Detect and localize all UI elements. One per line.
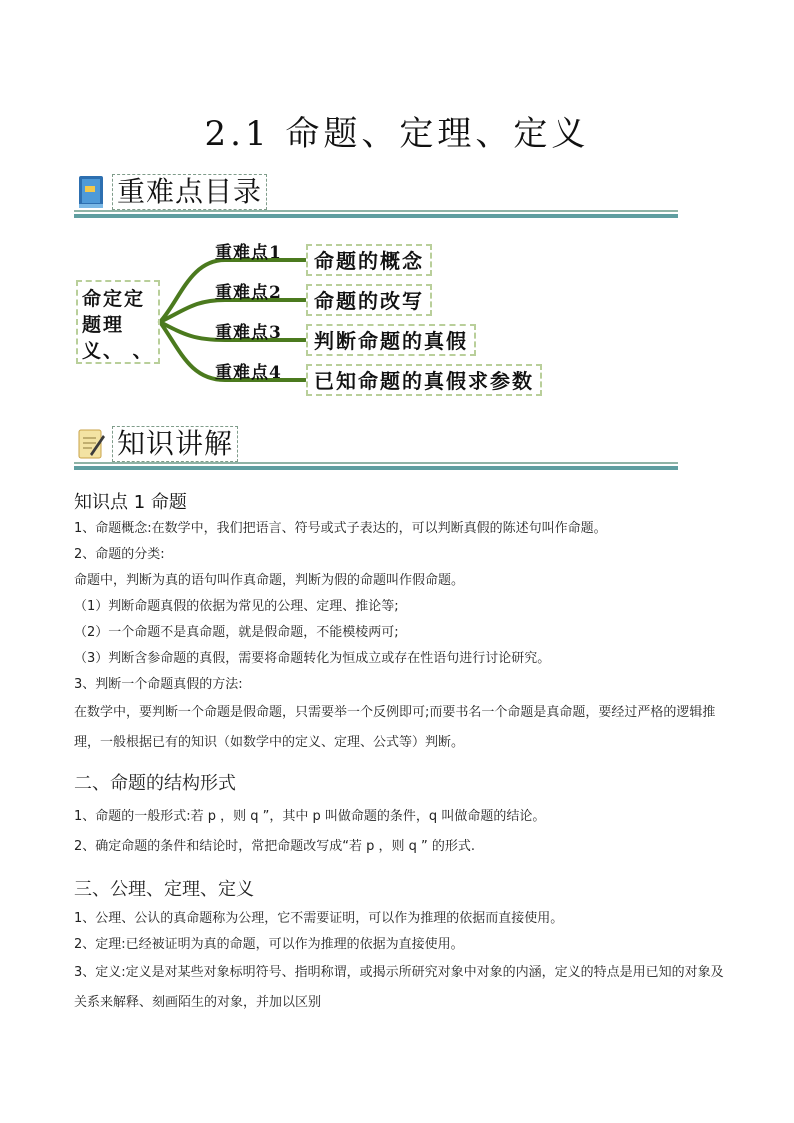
- paragraph: 1、命题概念:在数学中，我们把语言、符号或式子表达的，可以判断真假的陈述句叫作命题。: [74, 521, 607, 536]
- section-3-title: 三、公理、定理、定义: [74, 879, 254, 900]
- paragraph: 命题中，判断为真的语句叫作真命题，判断为假的命题叫作假命题。: [74, 573, 465, 588]
- notepad-pen-icon: [76, 426, 106, 462]
- paragraph: 3、判断一个命题真假的方法:: [74, 677, 243, 692]
- branch-item: 判断命题的真假: [306, 324, 476, 356]
- knowledge-section-header: [74, 422, 678, 472]
- toc-section-header: [74, 170, 678, 220]
- paragraph: （2）一个命题不是真命题，就是假命题，不能模棱两可;: [74, 625, 399, 640]
- paragraph: （3）判断含参命题的真假，需要将命题转化为恒成立或存在性语句进行讨论研究。: [74, 651, 551, 666]
- paragraph: 1、公理、公认的真命题称为公理，它不需要证明，可以作为推理的依据而直接使用。: [74, 911, 564, 926]
- divider: [74, 214, 678, 218]
- knowledge-section-label: 知识讲解: [112, 426, 238, 462]
- divider: [74, 466, 678, 470]
- mindmap-root: 命定定题理义、 、: [76, 280, 160, 364]
- toc-section-label: 重难点目录: [112, 174, 267, 210]
- paragraph: 在数学中，要判断一个命题是假命题，只需要举一个反例即可;而要书名一个命题是真命题，要经过严格的逻辑推理，一般根据已有的知识（如数学中的定义、定理、公式等）判断。: [74, 705, 716, 750]
- paragraph: 1、命题的一般形式:若 p ，则 q ”，其中 p 叫做命题的条件，q 叫做命题的结论。: [74, 809, 546, 824]
- branch-tag: 重难点4: [215, 363, 282, 383]
- branch-tag: 重难点2: [215, 283, 282, 303]
- body-content: [74, 488, 724, 1018]
- paragraph: 3、定义:定义是对某些对象标明符号、指明称谓，或揭示所研究对象中对象的内涵，定义的特点是用已知的对象及关系来解释、刻画陌生的对象，并加以区别: [74, 965, 724, 1010]
- branch-item: 命题的概念: [306, 244, 432, 276]
- paragraph: 2、命题的分类:: [74, 547, 165, 562]
- mindmap: [0, 230, 794, 410]
- paragraph: 2、确定命题的条件和结论时，常把命题改写成“若 p ，则 q ” 的形式.: [74, 839, 476, 854]
- notebook-icon: [76, 174, 106, 210]
- paragraph: （1）判断命题真假的依据为常见的公理、定理、推论等;: [74, 599, 399, 614]
- branch-item: 已知命题的真假求参数: [306, 364, 542, 396]
- divider: [74, 210, 678, 212]
- branch-tag: 重难点3: [215, 323, 282, 343]
- section-2-title: 二、命题的结构形式: [74, 773, 236, 794]
- kp1-title: 知识点 1 命题: [74, 492, 187, 513]
- divider: [74, 462, 678, 464]
- branch-item: 命题的改写: [306, 284, 432, 316]
- paragraph: 2、定理:已经被证明为真的命题，可以作为推理的依据为直接使用。: [74, 937, 464, 952]
- page-title: 2.1 命题、定理、定义: [204, 114, 590, 154]
- branch-tag: 重难点1: [215, 243, 282, 263]
